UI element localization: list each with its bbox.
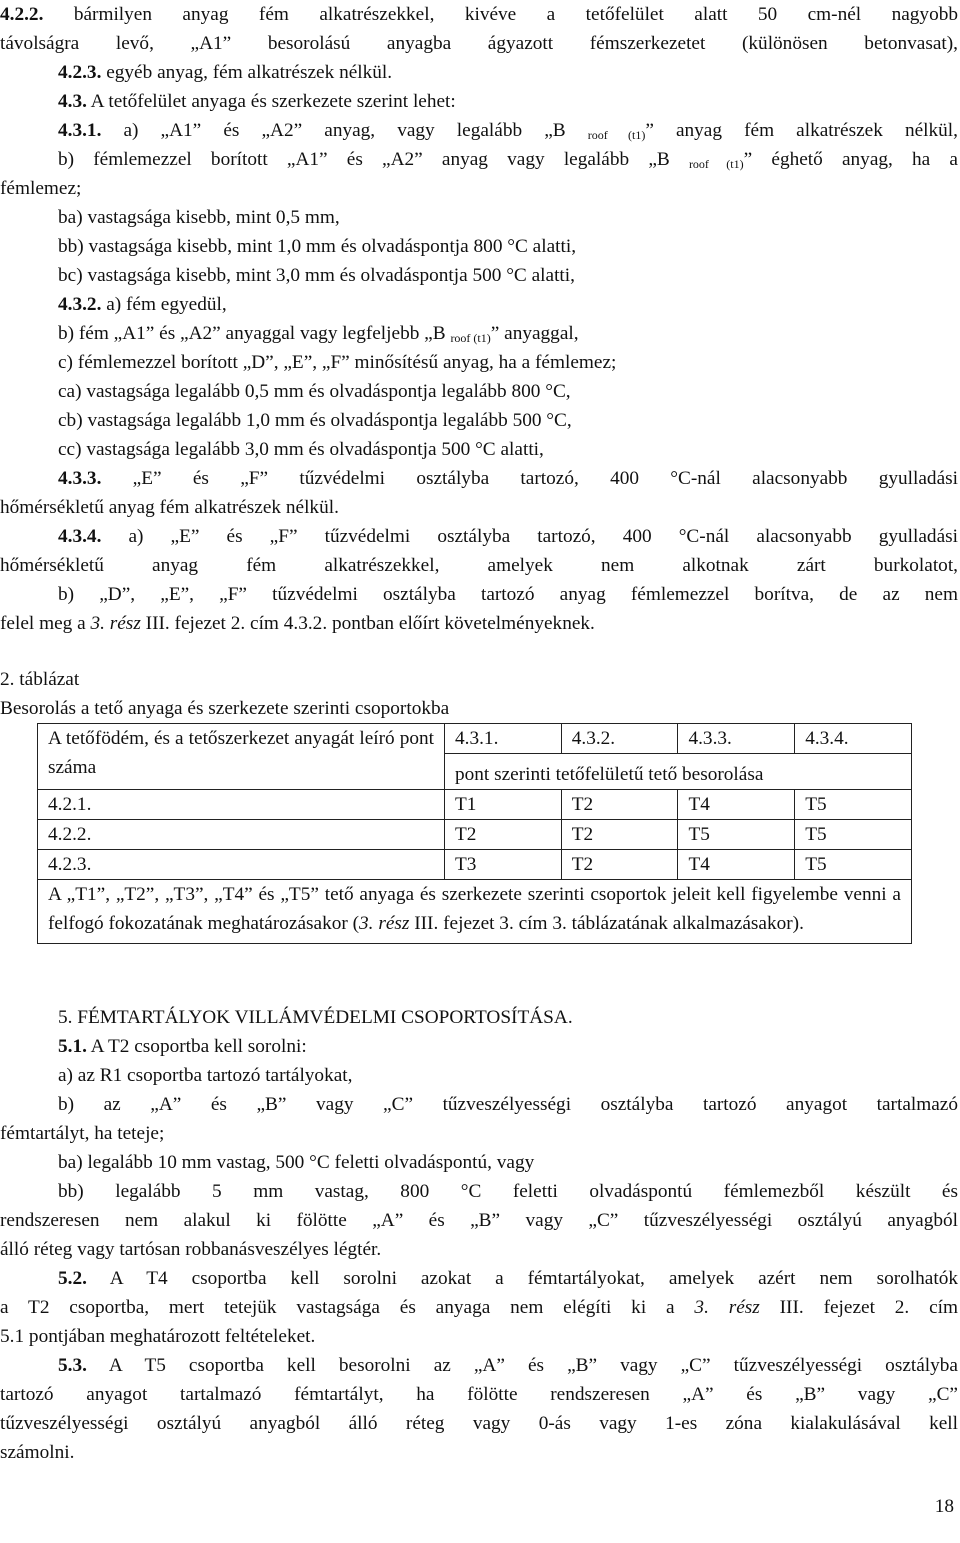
- group-header: pont szerinti tetőfelületű tető besorolása: [445, 754, 912, 790]
- section-number: 5.3.: [58, 1355, 87, 1376]
- line-text: a T2 csoportba, mert tetejük vastagsága és anyaga nem elégíti ki a: [0, 1297, 695, 1318]
- text-line: ba) vastagsága kisebb, mint 0,5 mm,: [58, 207, 340, 228]
- column-header: 4.3.4.: [795, 724, 912, 754]
- text-line: cb) vastagsága legalább 1,0 mm és olvadáspontja legalább 500 °C,: [58, 410, 572, 431]
- italic-reference: 3. rész: [90, 613, 141, 634]
- table-cell: T5: [795, 820, 912, 850]
- column-header: 4.3.3.: [678, 724, 795, 754]
- text-line: távolságra levő, „A1” besorolású anyagba ágyazott fémszerkezetet (különösen betonvasat),: [0, 33, 958, 54]
- table-row: [38, 850, 912, 880]
- text-line: tartozó anyagot tartalmazó fémtartályt, ha fölötte rendszeresen „A” és „B” vagy „C”: [0, 1384, 958, 1405]
- table-cell: T2: [445, 820, 562, 850]
- page-number: 18: [934, 1496, 954, 1517]
- text-line: cc) vastagsága legalább 3,0 mm és olvadáspontja 500 °C alatti,: [58, 439, 544, 460]
- table-header-row: [38, 724, 912, 754]
- column-header: 4.3.2.: [561, 724, 678, 754]
- section-number: 4.3.4.: [58, 526, 102, 547]
- text-line: bc) vastagsága kisebb, mint 3,0 mm és olvadáspontja 500 °C alatti,: [58, 265, 575, 286]
- text-line: fémlemez;: [0, 178, 82, 199]
- text-line: b) az „A” és „B” vagy „C” tűzveszélyességi osztályba tartozó anyagot tartalmazó: [58, 1094, 958, 1115]
- text-line: [0, 609, 958, 638]
- text-line: a) az R1 csoportba tartozó tartályokat,: [58, 1065, 353, 1086]
- table-note-row: [38, 880, 912, 944]
- section-number: 4.3.2.: [58, 294, 102, 315]
- italic-reference: 3. rész: [694, 1297, 760, 1318]
- column-header: 4.3.1.: [445, 724, 562, 754]
- text-line: [58, 1032, 958, 1061]
- line-text: bármilyen anyag fém alkatrészekkel, kivéve a tetőfelület alatt 50 cm-nél nagyobb: [43, 4, 958, 25]
- table-cell: T2: [561, 820, 678, 850]
- table-row: [38, 820, 912, 850]
- line-text: III. fejezet 2. cím 4.3.2. pontban előírt követelményeknek.: [140, 613, 595, 634]
- text-line: álló réteg vagy tartósan robbanásveszélyes légtér.: [0, 1239, 382, 1260]
- text-line: [58, 290, 958, 319]
- row-header-cell: A tetőfödém, és a tetőszerkezet anyagát leíró pont száma: [38, 724, 445, 790]
- table-title: Besorolás a tető anyaga és szerkezete szerinti csoportokba: [0, 698, 450, 719]
- table-cell: T4: [678, 850, 795, 880]
- table-label: 2. táblázat: [0, 669, 80, 690]
- line-text: b) fém „A1” és „A2” anyaggal vagy legfeljebb „B: [58, 323, 451, 344]
- classification-table: [37, 723, 912, 944]
- text-line: bb) legalább 5 mm vastag, 800 °C feletti olvadáspontú fémlemezből készült és: [58, 1181, 958, 1202]
- row-key: 4.2.1.: [38, 790, 445, 820]
- text-line: [58, 464, 958, 493]
- text-line: 5.1 pontjában meghatározott feltételeket.: [0, 1326, 316, 1347]
- table-note: [38, 880, 912, 944]
- line-text: ” anyag fém alkatrészek nélkül,: [645, 120, 958, 141]
- section-number: 4.2.3.: [58, 62, 102, 83]
- line-text: A tetőfelület anyaga és szerkezete szerint lehet:: [86, 91, 456, 112]
- section-number: 4.3.1.: [58, 120, 102, 141]
- subscript: roof (t1): [587, 128, 646, 142]
- line-text: ” anyaggal,: [490, 323, 579, 344]
- subscript: roof (t1): [688, 157, 744, 171]
- text-line: b) „D”, „E”, „F” tűzvédelmi osztályba tartozó anyag fémlemezzel borítva, de az nem: [58, 584, 958, 605]
- line-text: A T2 csoportba kell sorolni:: [86, 1036, 307, 1057]
- text-line: [58, 522, 958, 551]
- text-line: számolni.: [0, 1442, 75, 1463]
- text-line: [58, 116, 958, 145]
- line-text: A T5 csoportba kell besorolni az „A” és „B” vagy „C” tűzveszélyességi osztályba: [86, 1355, 958, 1376]
- line-text: a) „A1” és „A2” anyag, vagy legalább „B: [101, 120, 588, 141]
- section-number: 4.3.3.: [58, 468, 102, 489]
- text-line: ca) vastagsága legalább 0,5 mm és olvadáspontja legalább 800 °C,: [58, 381, 571, 402]
- section-number: 4.3.: [58, 91, 87, 112]
- note-text: A „T1”, „T2”, „T3”, „T4” és „T5” tető anyaga és szerkezete szerinti csoportok jeleit kell figyelembe venni a felfogó fokozatának meghatározásakor (: [48, 884, 901, 934]
- section-number: 5.1.: [58, 1036, 87, 1057]
- text-line: bb) vastagsága kisebb, mint 1,0 mm és olvadáspontja 800 °C alatti,: [58, 236, 577, 257]
- table-cell: T3: [445, 850, 562, 880]
- line-text: b) fémlemezzel borított „A1” és „A2” anyag vagy legalább „B: [58, 149, 689, 170]
- table-row: [38, 790, 912, 820]
- table-cell: T5: [795, 850, 912, 880]
- line-text: felel meg a: [0, 613, 91, 634]
- line-text: a) fém egyedül,: [101, 294, 227, 315]
- line-text: III. fejezet 2. cím: [759, 1297, 958, 1318]
- text-line: [58, 1264, 958, 1293]
- table-cell: T5: [795, 790, 912, 820]
- text-line: [0, 1293, 958, 1322]
- section-heading: 5. FÉMTARTÁLYOK VILLÁMVÉDELMI CSOPORTOSÍTÁSA.: [58, 1007, 573, 1028]
- table-cell: T2: [561, 790, 678, 820]
- line-text: A T4 csoportba kell sorolni azokat a fémtartályokat, amelyek azért nem sorolhatók: [86, 1268, 958, 1289]
- line-text: „E” és „F” tűzvédelmi osztályba tartozó, 400 °C-nál alacsonyabb gyulladási: [101, 468, 958, 489]
- table-cell: T4: [678, 790, 795, 820]
- table-cell: T5: [678, 820, 795, 850]
- table-cell: T2: [561, 850, 678, 880]
- section-number: 4.2.2.: [0, 4, 44, 25]
- line-text: ” éghető anyag, ha a: [743, 149, 958, 170]
- text-line: hőmérsékletű anyag fém alkatrészek nélkül.: [0, 497, 339, 518]
- row-key: 4.2.2.: [38, 820, 445, 850]
- text-line: [58, 145, 958, 174]
- section-number: 5.2.: [58, 1268, 87, 1289]
- line-text: egyéb anyag, fém alkatrészek nélkül.: [101, 62, 393, 83]
- text-line: fémtartályt, ha teteje;: [0, 1123, 165, 1144]
- text-line: ba) legalább 10 mm vastag, 500 °C feletti olvadáspontú, vagy: [58, 1152, 535, 1173]
- text-line: [58, 87, 958, 116]
- text-line: [58, 58, 958, 87]
- text-line: rendszeresen nem alakul ki fölötte „A” és „B” vagy „C” tűzveszélyességi osztályú anyagból: [0, 1210, 958, 1231]
- text-line: hőmérsékletű anyag fém alkatrészekkel, amelyek nem alkotnak zárt burkolatot,: [0, 555, 958, 576]
- subscript: roof (t1): [450, 331, 491, 345]
- text-line: [58, 1351, 958, 1380]
- table-cell: T1: [445, 790, 562, 820]
- note-text: III. fejezet 3. cím 3. táblázatának alkalmazásakor).: [409, 913, 804, 934]
- text-line: [58, 319, 958, 348]
- line-text: a) „E” és „F” tűzvédelmi osztályba tartozó, 400 °C-nál alacsonyabb gyulladási: [101, 526, 958, 547]
- text-line: [0, 0, 958, 29]
- italic-reference: 3. rész: [359, 913, 410, 934]
- row-key: 4.2.3.: [38, 850, 445, 880]
- text-line: c) fémlemezzel borított „D”, „E”, „F” minősítésű anyag, ha a fémlemez;: [58, 352, 617, 373]
- text-line: tűzveszélyességi osztályú anyagból álló réteg vagy 0-ás vagy 1-es zóna kialakulásával kell: [0, 1413, 958, 1434]
